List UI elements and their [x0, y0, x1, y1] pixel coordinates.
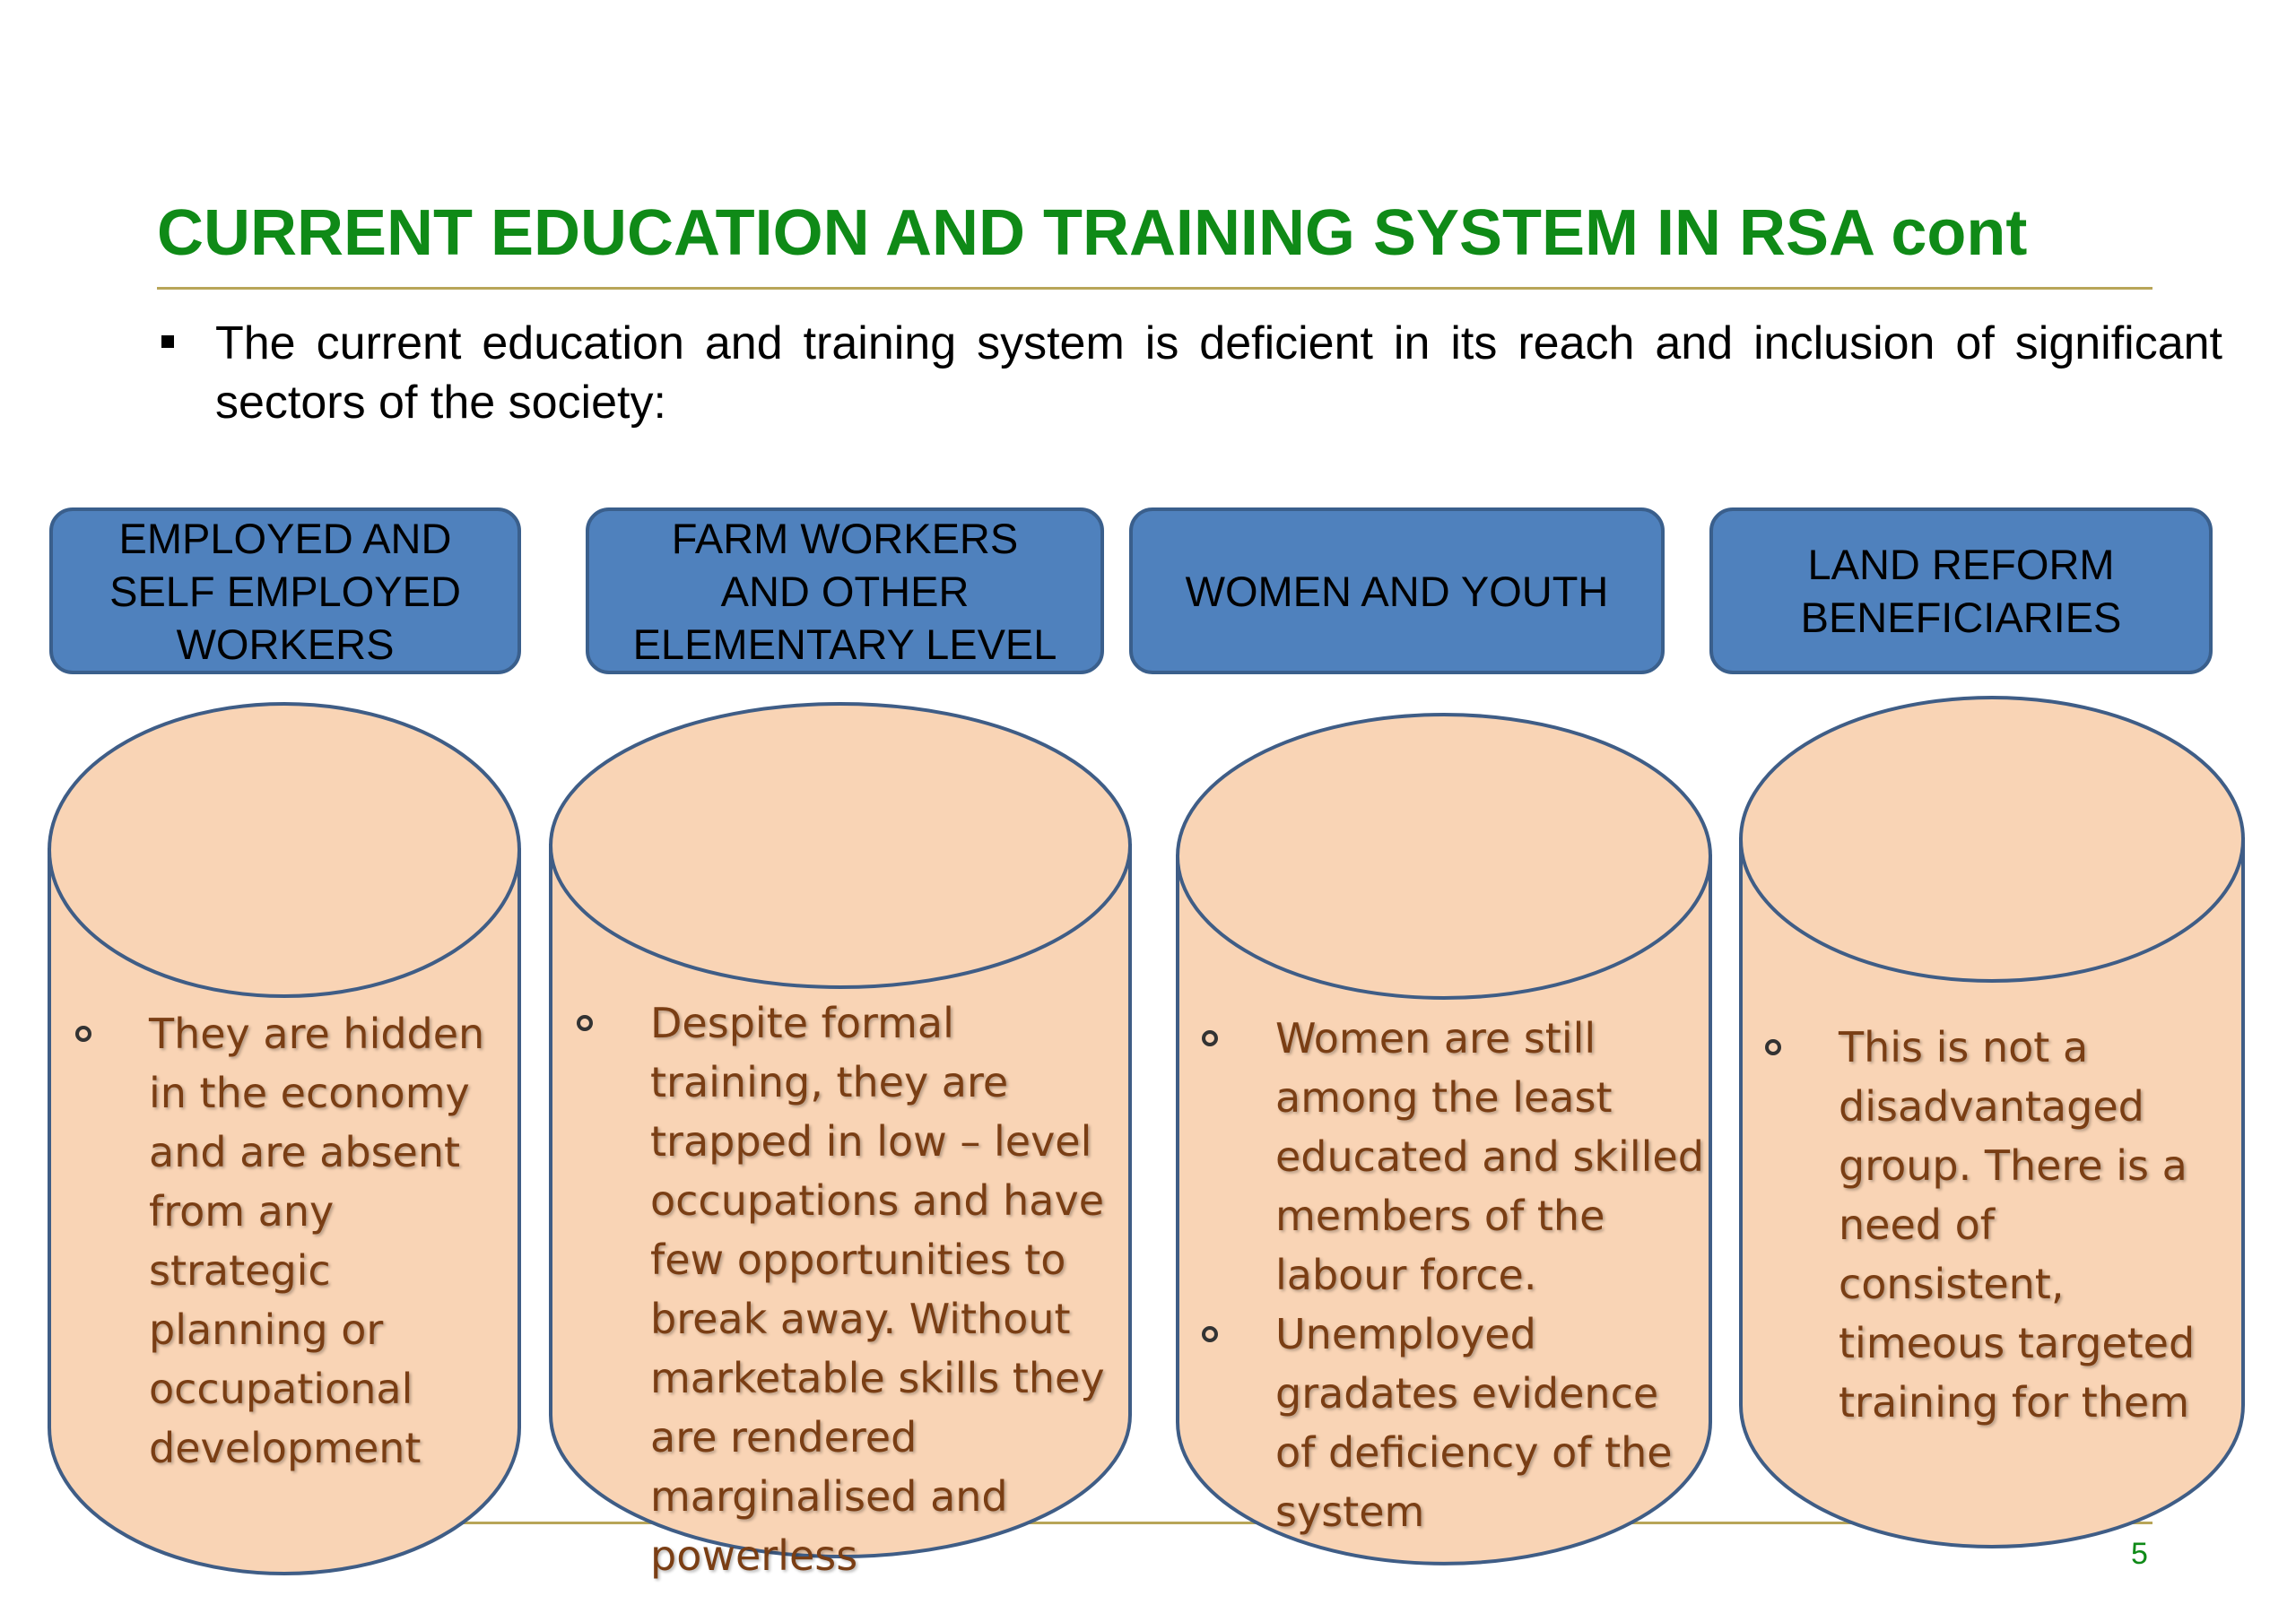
hollow-circle-bullet-icon [577, 1015, 593, 1031]
list-item: Despite formal training, they are trapped in low – level occupations and have few opportunities to break away. Without marketable skills they are rendered marginalised and powerless [577, 993, 1115, 1585]
category-header-line: BENEFICIARIES [1800, 594, 2122, 641]
hollow-circle-bullet-icon [1202, 1030, 1218, 1046]
category-header-line: AND OTHER [720, 567, 970, 615]
slide-title: CURRENT EDUCATION AND TRAINING SYSTEM IN RSA cont [157, 197, 2028, 269]
hollow-circle-bullet-icon [1202, 1326, 1218, 1342]
hollow-circle-bullet-icon [1765, 1039, 1781, 1055]
category-header-line: WOMEN AND YOUTH [1185, 567, 1609, 615]
category-header-line: WORKERS [176, 620, 395, 668]
points-farm-workers [577, 993, 1115, 1585]
points-women-youth [1202, 1009, 1704, 1541]
list-item: They are hidden in the economy and are absent from any strategic planning or occupational development [75, 1004, 497, 1478]
list-item: This is not a disadvantaged group. There is a need of consistent, timeous targeted training for them [1765, 1018, 2231, 1432]
points-employed [75, 1004, 497, 1478]
category-header-line: LAND REFORM [1807, 541, 2115, 588]
page-number: 5 [2131, 1537, 2148, 1571]
hollow-circle-bullet-icon [75, 1026, 91, 1042]
points-land-reform [1765, 1018, 2231, 1432]
intro-text: The current education and training system is deficient in its reach and inclusion of significant sectors of the society: [215, 317, 2222, 429]
list-item: Unemployed gradates evidence of deficiency of the system [1202, 1305, 1704, 1541]
category-header-line: EMPLOYED AND [118, 514, 452, 562]
list-item: Women are still among the least educated and skilled members of the labour force. [1202, 1009, 1704, 1305]
category-header-line: FARM WORKERS [671, 514, 1019, 562]
category-header-line: ELEMENTARY LEVEL [632, 620, 1057, 668]
category-header-line: SELF EMPLOYED [109, 567, 461, 615]
